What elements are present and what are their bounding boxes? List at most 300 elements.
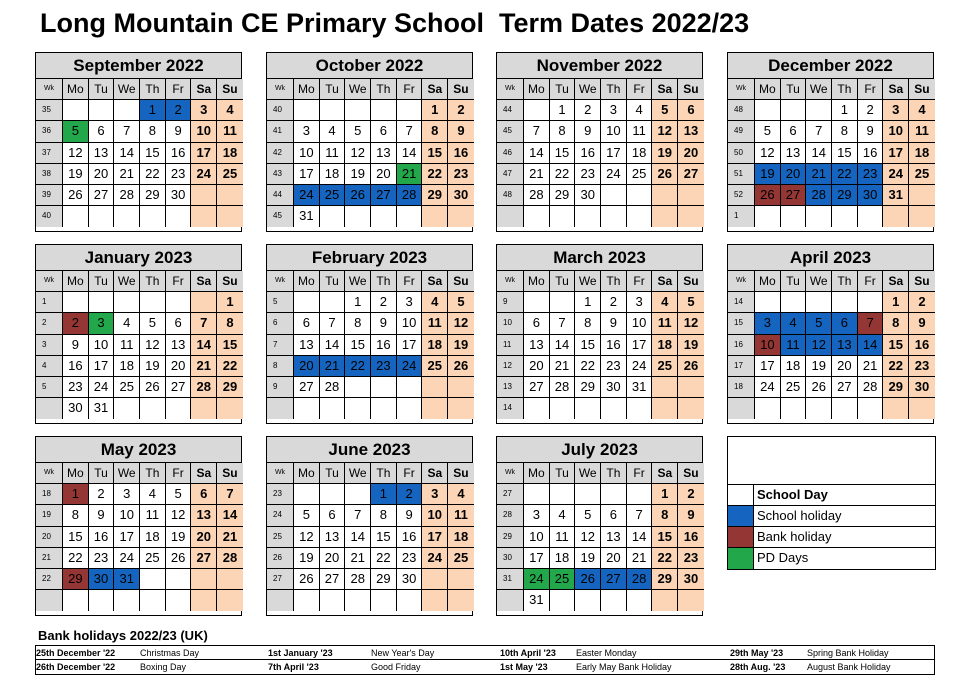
day-header: Su (678, 271, 704, 292)
calendar-day: 21 (858, 356, 884, 377)
calendar-day: 29 (550, 185, 576, 206)
calendar-day: 20 (320, 548, 346, 569)
legend-label: School holiday (757, 508, 842, 523)
calendar-day: 25 (140, 548, 166, 569)
empty-day (601, 484, 627, 505)
week-number: 51 (728, 164, 755, 185)
calendar-day: 9 (63, 335, 89, 356)
month-days-grid (728, 79, 933, 227)
day-header: Fr (166, 79, 192, 100)
week-number (497, 590, 524, 611)
empty-day (524, 206, 550, 227)
month-title: June 2023 (267, 437, 472, 463)
empty-day (858, 292, 884, 313)
legend-row-pd-days (728, 548, 935, 569)
week-number: 40 (36, 206, 63, 227)
month-calendar (266, 52, 473, 232)
calendar-day: 8 (345, 313, 371, 334)
calendar-day: 15 (883, 335, 909, 356)
calendar-day: 20 (832, 356, 858, 377)
calendar-day: 13 (320, 527, 346, 548)
day-header: Su (678, 463, 704, 484)
calendar-day: 21 (114, 164, 140, 185)
calendar-day: 11 (320, 143, 346, 164)
week-number: 15 (728, 313, 755, 334)
calendar-day: 19 (678, 335, 704, 356)
legend-row-school-day (728, 485, 935, 506)
pd-day: 5 (63, 121, 89, 142)
legend-swatch-pd-days (728, 548, 754, 569)
empty-day (678, 590, 704, 611)
day-header: Th (601, 79, 627, 100)
calendar-day: 15 (371, 527, 397, 548)
week-number: 18 (728, 377, 755, 398)
calendar-day: 4 (320, 121, 346, 142)
empty-day (678, 398, 704, 419)
empty-day (191, 590, 217, 611)
school-holiday-day: 5 (806, 313, 832, 334)
calendar-day: 16 (448, 143, 474, 164)
calendar-day: 20 (524, 356, 550, 377)
empty-day (909, 206, 935, 227)
empty-day (89, 590, 115, 611)
calendar-day: 13 (524, 335, 550, 356)
calendar-day: 12 (755, 143, 781, 164)
day-header: Fr (397, 79, 423, 100)
week-number (36, 398, 63, 419)
empty-day (191, 569, 217, 590)
bank-holiday-day: 27 (781, 185, 807, 206)
pd-day: 25 (550, 569, 576, 590)
week-header: Wk (497, 463, 524, 484)
calendar-day: 27 (678, 164, 704, 185)
week-number: 27 (497, 484, 524, 505)
week-number: 30 (497, 548, 524, 569)
empty-day (448, 398, 474, 419)
month-calendar (727, 244, 934, 424)
school-holiday-day: 6 (832, 313, 858, 334)
calendar-day: 11 (550, 527, 576, 548)
calendar-day: 15 (63, 527, 89, 548)
calendar-day: 12 (166, 505, 192, 526)
empty-day (627, 206, 653, 227)
calendar-day: 29 (652, 569, 678, 590)
empty-day (89, 292, 115, 313)
calendar-day: 23 (575, 164, 601, 185)
month-title: March 2023 (497, 245, 702, 271)
month-days-grid (36, 79, 241, 227)
empty-day (601, 590, 627, 611)
school-holiday-day: 20 (294, 356, 320, 377)
calendar-day: 9 (166, 121, 192, 142)
calendar-day: 23 (63, 377, 89, 398)
calendar-day: 17 (755, 356, 781, 377)
calendar-day: 15 (550, 143, 576, 164)
calendar-day: 20 (166, 356, 192, 377)
day-header: Su (217, 463, 243, 484)
bank-holiday-day: 29 (63, 569, 89, 590)
empty-day (601, 185, 627, 206)
calendar-day: 17 (397, 335, 423, 356)
calendar-day: 27 (294, 377, 320, 398)
empty-day (422, 377, 448, 398)
legend-label: School Day (757, 487, 828, 502)
month-days-grid (267, 79, 472, 227)
school-holiday-day: 19 (755, 164, 781, 185)
empty-day (294, 398, 320, 419)
calendar-day: 3 (191, 100, 217, 121)
empty-day (575, 484, 601, 505)
school-holiday-day: 11 (781, 335, 807, 356)
school-holiday-day: 25 (320, 185, 346, 206)
day-header: Th (832, 271, 858, 292)
empty-day (550, 398, 576, 419)
day-header: Tu (89, 79, 115, 100)
week-number: 17 (728, 356, 755, 377)
empty-day (166, 292, 192, 313)
day-header: Fr (166, 271, 192, 292)
month-title: September 2022 (36, 53, 241, 79)
calendar-day: 2 (575, 100, 601, 121)
calendar-day: 1 (883, 292, 909, 313)
calendar-day: 6 (89, 121, 115, 142)
bank-holiday-date: 28th Aug. '23 (730, 662, 786, 672)
calendar-day: 29 (575, 377, 601, 398)
calendar-day: 1 (832, 100, 858, 121)
day-header: Su (448, 79, 474, 100)
calendar-day: 7 (114, 121, 140, 142)
calendar-day: 21 (627, 548, 653, 569)
week-number: 5 (36, 377, 63, 398)
week-number: 1 (728, 206, 755, 227)
school-holiday-day: 1 (140, 100, 166, 121)
empty-day (320, 100, 346, 121)
calendar-day: 29 (422, 185, 448, 206)
month-days-grid (497, 79, 702, 227)
week-number: 41 (267, 121, 294, 142)
calendar-day: 3 (883, 100, 909, 121)
month-days-grid (36, 463, 241, 611)
empty-day (345, 398, 371, 419)
empty-day (806, 398, 832, 419)
calendar-day: 31 (89, 398, 115, 419)
calendar-day: 14 (114, 143, 140, 164)
day-header: We (806, 79, 832, 100)
calendar-day: 4 (422, 292, 448, 313)
school-holiday-day: 2 (166, 100, 192, 121)
calendar-day: 10 (191, 121, 217, 142)
empty-day (524, 484, 550, 505)
calendar-day: 1 (575, 292, 601, 313)
month-title: October 2022 (267, 53, 472, 79)
empty-day (448, 377, 474, 398)
month-title: November 2022 (497, 53, 702, 79)
calendar-day: 4 (550, 505, 576, 526)
day-header: Tu (781, 271, 807, 292)
empty-day (294, 100, 320, 121)
day-header: We (575, 79, 601, 100)
day-header: We (575, 271, 601, 292)
calendar-day: 12 (294, 527, 320, 548)
calendar-day: 1 (550, 100, 576, 121)
school-holiday-day: 3 (755, 313, 781, 334)
day-header: Sa (422, 79, 448, 100)
day-header: Fr (627, 271, 653, 292)
calendar-day: 24 (601, 164, 627, 185)
calendar-day: 5 (755, 121, 781, 142)
day-header: Mo (294, 271, 320, 292)
bank-holiday-date: 1st May '23 (500, 662, 548, 672)
calendar-day: 13 (89, 143, 115, 164)
calendar-day: 9 (575, 121, 601, 142)
day-header: We (806, 271, 832, 292)
school-holiday-day: 20 (781, 164, 807, 185)
empty-day (371, 100, 397, 121)
calendar-day: 22 (371, 548, 397, 569)
empty-day (448, 590, 474, 611)
calendar-day: 13 (191, 505, 217, 526)
empty-day (781, 100, 807, 121)
calendar-day: 11 (652, 313, 678, 334)
calendar-day: 15 (217, 335, 243, 356)
bank-holiday-day: 26 (755, 185, 781, 206)
calendar-day: 23 (909, 356, 935, 377)
calendar-day: 24 (755, 377, 781, 398)
school-holiday-day: 14 (858, 335, 884, 356)
calendar-day: 3 (601, 100, 627, 121)
calendar-day: 6 (781, 121, 807, 142)
empty-day (166, 206, 192, 227)
calendar-day: 5 (652, 100, 678, 121)
pd-day: 3 (89, 313, 115, 334)
empty-day (832, 292, 858, 313)
bank-holiday-date: 1st January '23 (268, 648, 333, 658)
calendar-day: 25 (448, 548, 474, 569)
empty-day (191, 398, 217, 419)
calendar-day: 7 (397, 121, 423, 142)
week-number: 43 (267, 164, 294, 185)
calendar-day: 19 (652, 143, 678, 164)
week-number (267, 590, 294, 611)
calendar-day: 6 (320, 505, 346, 526)
legend-row-school-holiday (728, 506, 935, 527)
calendar-day: 8 (217, 313, 243, 334)
calendar-day: 7 (345, 505, 371, 526)
week-number: 21 (36, 548, 63, 569)
calendar-day: 14 (345, 527, 371, 548)
empty-day (217, 569, 243, 590)
week-number: 14 (728, 292, 755, 313)
calendar-day: 23 (448, 164, 474, 185)
bank-holidays-table (35, 645, 935, 675)
bank-holiday-day: 1 (63, 484, 89, 505)
empty-day (397, 398, 423, 419)
empty-day (575, 590, 601, 611)
calendar-day: 15 (832, 143, 858, 164)
calendar-day: 30 (397, 569, 423, 590)
calendar-day: 31 (883, 185, 909, 206)
empty-day (909, 185, 935, 206)
calendar-day: 21 (217, 527, 243, 548)
calendar-day: 19 (448, 335, 474, 356)
empty-day (755, 398, 781, 419)
day-header: Fr (397, 271, 423, 292)
calendar-day: 8 (140, 121, 166, 142)
month-days-grid (267, 271, 472, 419)
calendar-day: 24 (627, 356, 653, 377)
empty-day (320, 590, 346, 611)
calendar-day: 4 (652, 292, 678, 313)
day-header: Th (140, 463, 166, 484)
day-header: We (114, 463, 140, 484)
empty-day (806, 292, 832, 313)
week-number: 8 (267, 356, 294, 377)
empty-day (524, 292, 550, 313)
calendar-day: 17 (524, 548, 550, 569)
calendar-day: 7 (524, 121, 550, 142)
calendar-day: 26 (652, 164, 678, 185)
calendar-day: 9 (858, 121, 884, 142)
empty-day (575, 206, 601, 227)
empty-day (652, 377, 678, 398)
week-number: 14 (497, 398, 524, 419)
calendar-day: 16 (909, 335, 935, 356)
empty-day (371, 377, 397, 398)
empty-day (320, 398, 346, 419)
month-days-grid (36, 271, 241, 419)
empty-day (114, 100, 140, 121)
calendar-day: 5 (166, 484, 192, 505)
calendar-day: 19 (294, 548, 320, 569)
calendar-day: 8 (883, 313, 909, 334)
school-holiday-day: 30 (89, 569, 115, 590)
day-header: Sa (883, 79, 909, 100)
calendar-day: 23 (601, 356, 627, 377)
bank-holiday-day: 10 (755, 335, 781, 356)
calendar-day: 30 (448, 185, 474, 206)
calendar-day: 19 (140, 356, 166, 377)
day-header: Th (601, 463, 627, 484)
empty-day (448, 569, 474, 590)
calendar-day: 14 (627, 527, 653, 548)
calendar-day: 2 (371, 292, 397, 313)
bank-holiday-day: 7 (858, 313, 884, 334)
school-holiday-day: 21 (806, 164, 832, 185)
empty-day (858, 206, 884, 227)
calendar-day: 12 (345, 143, 371, 164)
calendar-day: 7 (191, 313, 217, 334)
calendar-day: 16 (858, 143, 884, 164)
week-number: 48 (497, 185, 524, 206)
day-header: Sa (883, 271, 909, 292)
calendar-day: 31 (524, 590, 550, 611)
calendar-day: 14 (524, 143, 550, 164)
calendar-day: 3 (397, 292, 423, 313)
calendar-day: 3 (524, 505, 550, 526)
empty-day (114, 292, 140, 313)
calendar-day: 23 (678, 548, 704, 569)
month-title: December 2022 (728, 53, 933, 79)
calendar-day: 20 (601, 548, 627, 569)
calendar-day: 6 (371, 121, 397, 142)
empty-day (140, 292, 166, 313)
day-header: Tu (781, 79, 807, 100)
day-header: Tu (320, 271, 346, 292)
empty-day (755, 292, 781, 313)
calendar-day: 25 (627, 164, 653, 185)
day-header: Tu (320, 463, 346, 484)
month-calendar (35, 52, 242, 232)
calendar-day: 22 (652, 548, 678, 569)
day-header: Su (217, 271, 243, 292)
week-number: 46 (497, 143, 524, 164)
calendar-day: 4 (627, 100, 653, 121)
school-holiday-day: 22 (832, 164, 858, 185)
day-header: Mo (63, 271, 89, 292)
calendar-day: 16 (575, 143, 601, 164)
calendar-day: 11 (217, 121, 243, 142)
calendar-day: 8 (832, 121, 858, 142)
calendar-day: 10 (601, 121, 627, 142)
calendar-day: 12 (678, 313, 704, 334)
calendar-day: 3 (422, 484, 448, 505)
day-header: Mo (524, 271, 550, 292)
month-days-grid (497, 463, 702, 611)
calendar-day: 2 (858, 100, 884, 121)
calendar-day: 6 (601, 505, 627, 526)
calendar-day: 26 (678, 356, 704, 377)
calendar-day: 18 (422, 335, 448, 356)
day-header: Th (371, 79, 397, 100)
calendar-day: 7 (217, 484, 243, 505)
calendar-day: 28 (550, 377, 576, 398)
calendar-day: 21 (345, 548, 371, 569)
empty-day (652, 398, 678, 419)
week-number: 44 (267, 185, 294, 206)
day-header: Sa (191, 79, 217, 100)
calendar-day: 11 (422, 313, 448, 334)
empty-day (114, 206, 140, 227)
empty-day (63, 100, 89, 121)
calendar-day: 12 (63, 143, 89, 164)
empty-day (678, 206, 704, 227)
calendar-day: 4 (909, 100, 935, 121)
empty-day (755, 206, 781, 227)
pd-day: 21 (397, 164, 423, 185)
calendar-day: 25 (781, 377, 807, 398)
week-number: 50 (728, 143, 755, 164)
calendar-day: 11 (448, 505, 474, 526)
calendar-day: 14 (806, 143, 832, 164)
empty-day (550, 206, 576, 227)
empty-day (422, 569, 448, 590)
bank-holiday-name: Boxing Day (140, 662, 187, 672)
empty-day (781, 398, 807, 419)
day-header: Sa (652, 463, 678, 484)
empty-day (191, 206, 217, 227)
calendar-day: 14 (191, 335, 217, 356)
month-calendar (266, 436, 473, 616)
empty-day (832, 206, 858, 227)
calendar-day: 12 (448, 313, 474, 334)
bank-holidays-title: Bank holidays 2022/23 (UK) (38, 628, 208, 643)
calendar-day: 13 (781, 143, 807, 164)
empty-day (140, 398, 166, 419)
week-number: 45 (267, 206, 294, 227)
month-calendar (35, 244, 242, 424)
week-number: 4 (36, 356, 63, 377)
calendar-day: 10 (89, 335, 115, 356)
